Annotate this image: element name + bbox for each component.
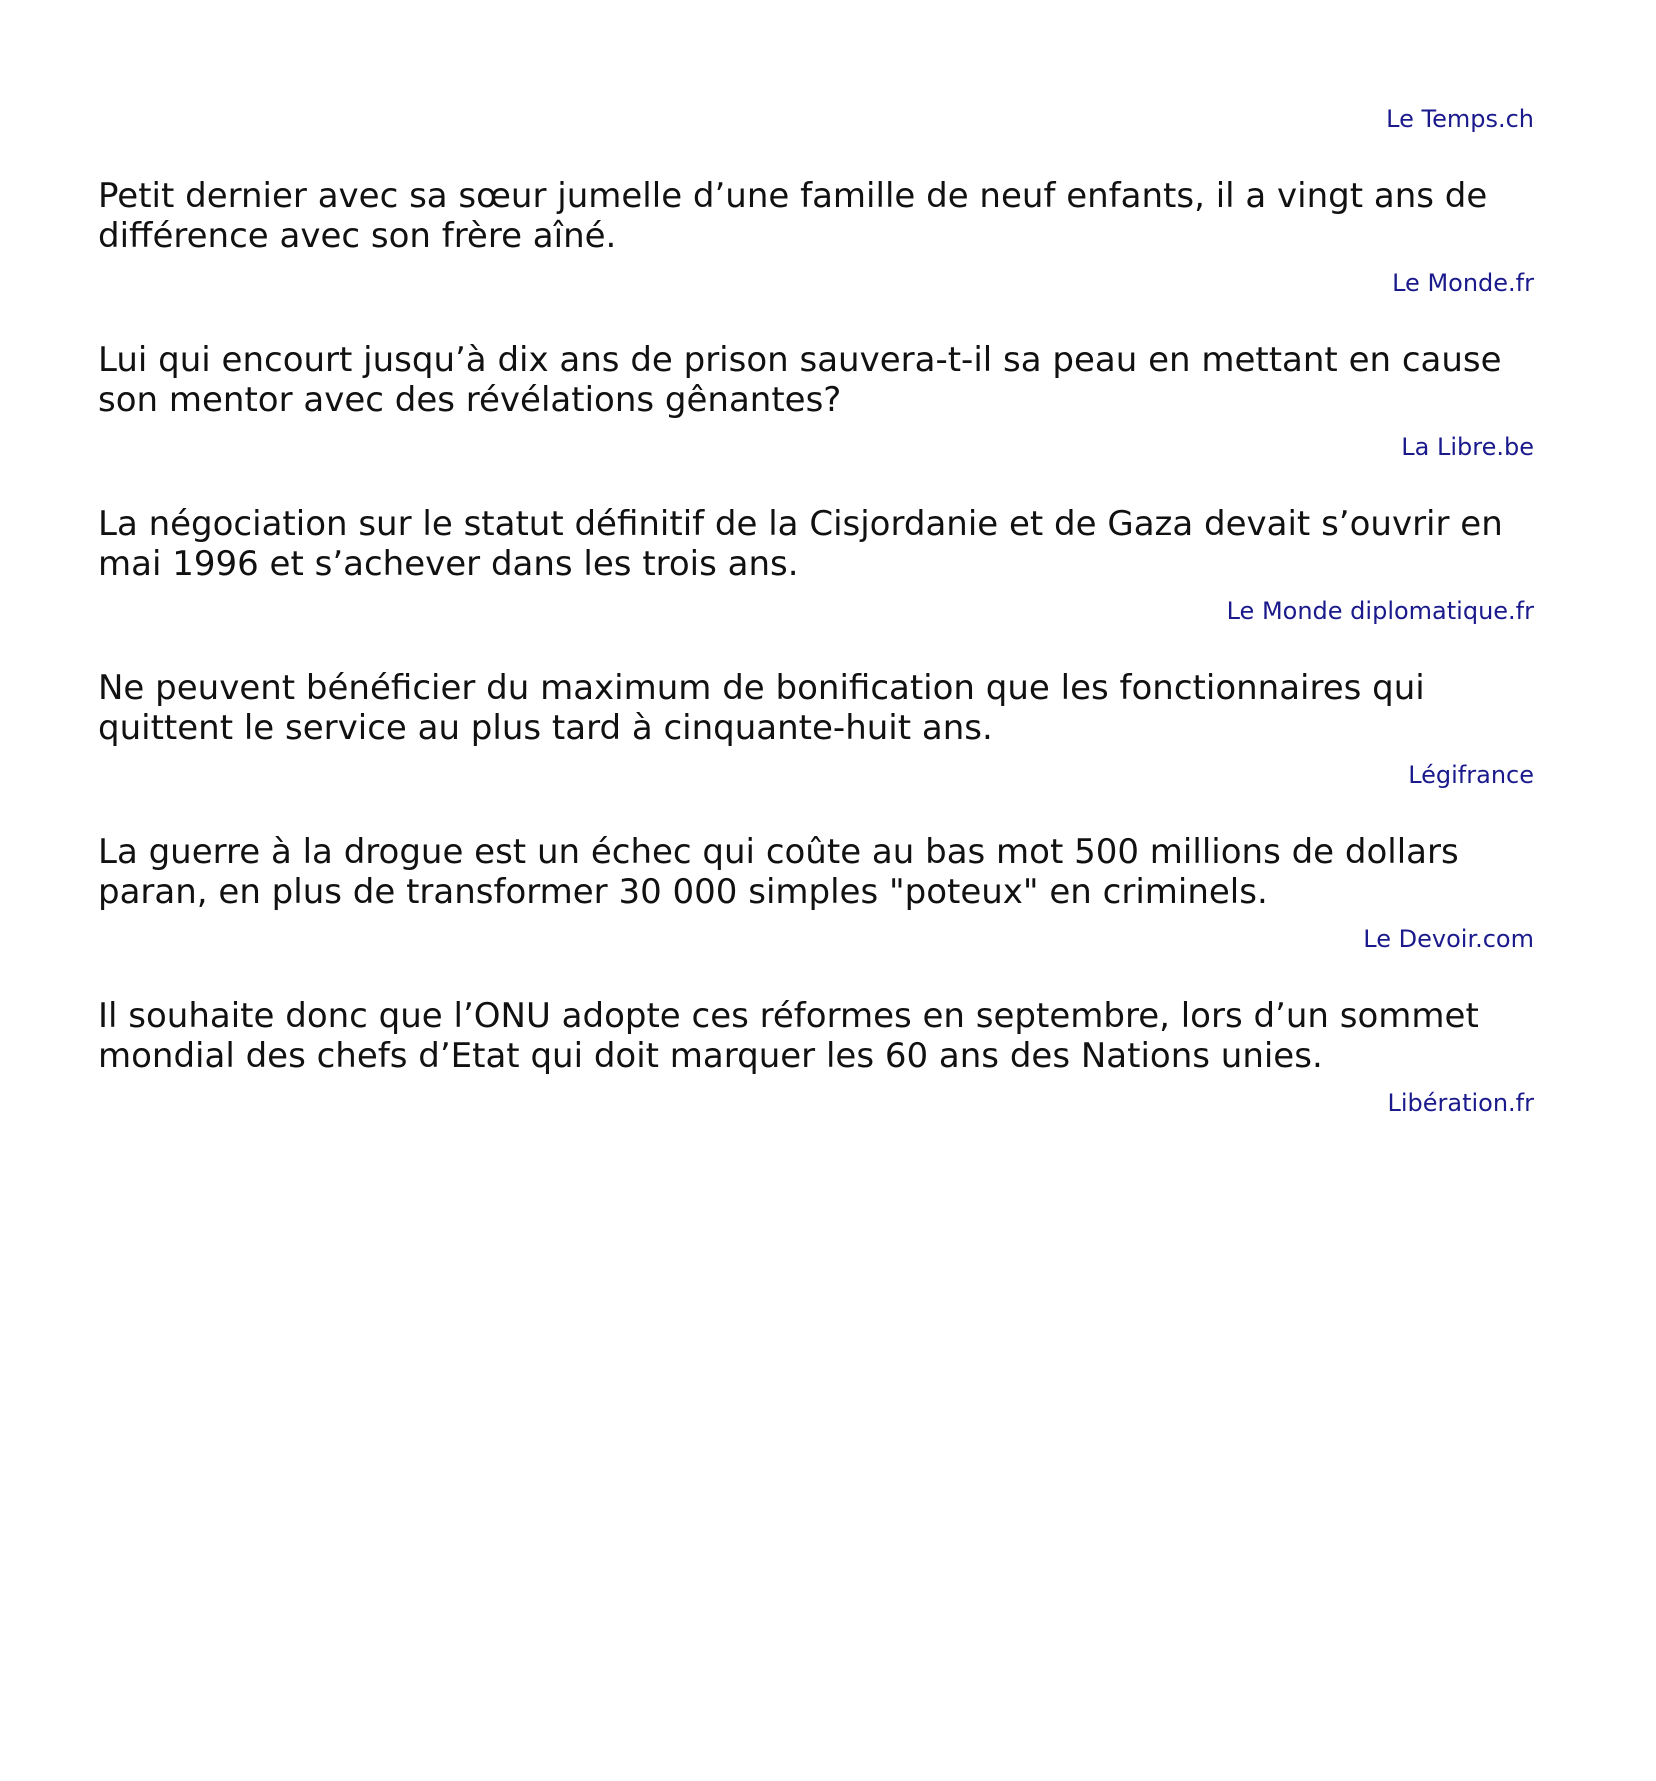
example-entry (98, 996, 1534, 1118)
source-label: Le Monde diplomatique.fr (1226, 597, 1534, 625)
source-label: Le Temps.ch (1386, 105, 1534, 133)
example-sentence: Il souhaite donc que l’ONU adopte ces réformes en septembre, lors d’un sommet mondial des chefs d’Etat qui doit marquer les 60 ans des Nations unies. (98, 996, 1479, 1076)
source-label: Libération.fr (1387, 1089, 1534, 1117)
example-sentence: Petit dernier avec sa sœur jumelle d’une famille de neuf enfants, il a vingt ans de différence avec son frère aîné. (98, 176, 1488, 256)
source-label: Légifrance (1408, 761, 1534, 789)
example-sentence: La guerre à la drogue est un échec qui coûte au bas mot 500 millions de dollars paran, en plus de transformer 30 000 simples "poteux" en criminels. (98, 832, 1459, 912)
example-sentence: Lui qui encourt jusqu’à dix ans de prison sauvera-t-il sa peau en mettant en cause son mentor avec des révélations gênantes? (98, 340, 1502, 420)
source-label: La Libre.be (1401, 433, 1534, 461)
example-sentence: Ne peuvent bénéficier du maximum de bonification que les fonctionnaires qui quittent le service au plus tard à cinquante-huit ans. (98, 668, 1425, 748)
source-label: Le Monde.fr (1392, 269, 1534, 297)
example-entry (98, 504, 1534, 626)
example-entry (98, 832, 1534, 954)
example-entry (98, 668, 1534, 790)
source-label: Le Devoir.com (1363, 925, 1534, 953)
example-entry (98, 176, 1534, 298)
example-sentences-page (98, 104, 1534, 1160)
example-entry (98, 340, 1534, 462)
example-sentence: La négociation sur le statut définitif de la Cisjordanie et de Gaza devait s’ouvrir en mai 1996 et s’achever dans les trois ans. (98, 504, 1503, 584)
